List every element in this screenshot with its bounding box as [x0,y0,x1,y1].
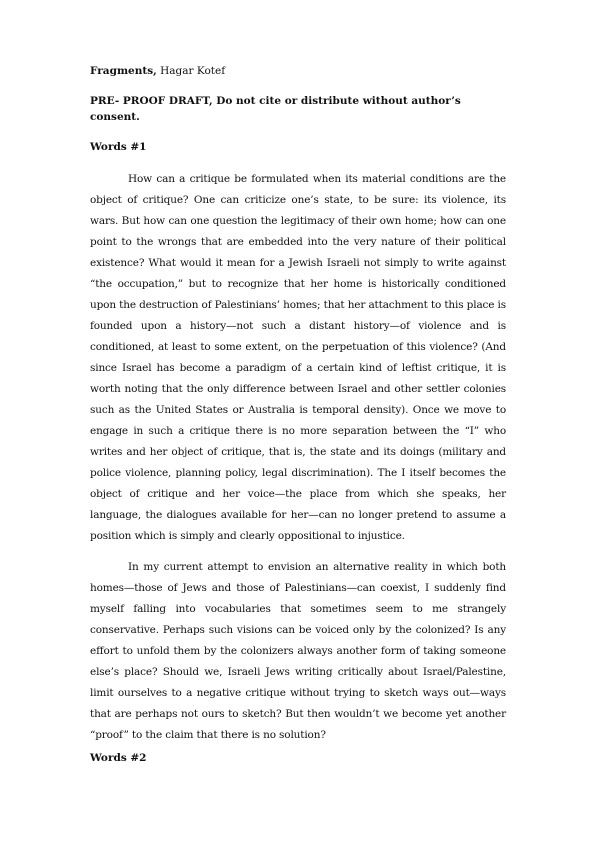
document-title-line [90,63,506,79]
section-heading-words-1: Words #1 [90,141,147,153]
body-paragraph-1: How can a critique be formulated when its material conditions are the object of critique? One can criticize one’s state, to be sure: its violence, its wars. But how can one question the legitimacy of their own home; how can one point to the wrongs that are embedded into the very nature of their political existence? What would it mean for a Jewish Israeli not simply to write against “the occupation,” but to recognize that her home is historically conditioned upon the destruction of Palestinians’ homes; that her attachment to this place is founded upon a history—not such a distant history—of violence and is conditioned, at least to some extent, on the perpetuation of this violence? (And since Israel has become a paradigm of a certain kind of leftist critique, it is worth noting that the only difference between Israel and other settler colonies such as the United States or Australia is temporal density). Once we move to engage in such a critique there is no more separation between the “I” who writes and her object of critique, that is, the state and its doings (military and police violence, planning policy, legal discrimination). The I itself becomes the object of critique and her voice—the place from which she speaks, her language, the dialogues available for her—can no longer pretend to assume a position which is simply and clearly oppositional to injustice. [90,173,506,542]
document-title: Fragments, [90,65,157,77]
section-heading-words-2: Words #2 [90,752,147,764]
document-author: Hagar Kotef [160,65,226,77]
document-page [90,63,506,764]
body-paragraph-2: In my current attempt to envision an alternative reality in which both homes—those of Jews and those of Palestinians—can coexist, I suddenly find myself falling into vocabularies that sometimes seem to me strangely conservative. Perhaps such visions can be voiced only by the colonized? Is any effort to unfold them by the colonizers always another form of taking someone else’s place? Should we, Israeli Jews writing critically about Israel/Palestine, limit ourselves to a negative critique without trying to sketch ways out—ways that are perhaps not ours to sketch? But then wouldn’t we become yet another “proof” to the claim that there is no solution? [90,561,506,741]
draft-notice: PRE- PROOF DRAFT, Do not cite or distribute without author’s consent. [90,95,461,123]
